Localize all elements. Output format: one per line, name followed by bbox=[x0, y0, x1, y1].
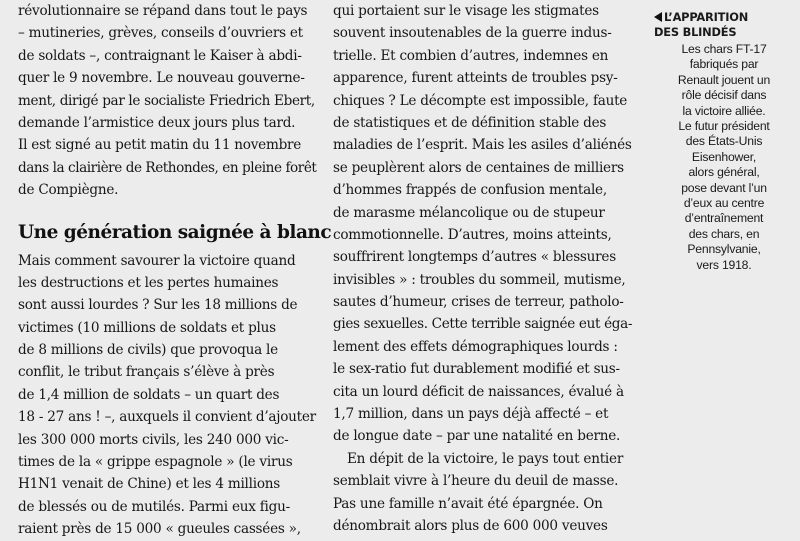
text-line: dénombrait alors plus de 600 000 veuves bbox=[333, 517, 608, 534]
caption-body bbox=[654, 42, 794, 273]
text-line: gies sexuelles. Cette terrible saignée eut éga- bbox=[333, 316, 633, 333]
text-line: commotionnelle. D’autres, moins atteints, bbox=[333, 226, 612, 243]
text-line: de statistiques et de définition stable des bbox=[333, 114, 607, 131]
section-subheading: Une génération saignée à blanc bbox=[18, 221, 332, 243]
caption-line: vers 1918. bbox=[696, 257, 752, 272]
text-line: Pas une famille n’avait été épargnée. On bbox=[333, 495, 603, 512]
caption-line: d’entraînement bbox=[684, 211, 764, 226]
text-line: demande l’armistice deux jours plus tard. bbox=[18, 114, 296, 131]
left-column bbox=[18, 0, 332, 541]
text-line: cita un lourd déficit de naissances, évalué à bbox=[333, 383, 624, 400]
text-line: le sex-ratio fut durablement modifié et sus- bbox=[333, 361, 620, 378]
text-line: apparence, furent atteints de troubles psy- bbox=[333, 70, 618, 87]
caption-line: Les chars FT-17 bbox=[681, 42, 767, 56]
text-line: times de la « grippe espagnole » (le virus bbox=[18, 454, 293, 471]
text-line: Il est signé au petit matin du 11 novembre bbox=[18, 137, 302, 154]
text-line: chiques ? Le décompte est impossible, faute bbox=[333, 92, 628, 109]
text-line: de Compiègne. bbox=[18, 182, 119, 199]
text-line: dans la clairière de Rethondes, en pleine forêt bbox=[18, 159, 317, 176]
text-line: les destructions et les pertes humaines bbox=[18, 274, 279, 291]
text-line: sont aussi lourdes ? Sur les 18 millions de bbox=[18, 297, 298, 314]
left-paragraph-bottom bbox=[18, 250, 318, 541]
caption-line: Eisenhower, bbox=[691, 149, 757, 164]
text-line: de soldats –, contraignant le Kaiser à abdi- bbox=[18, 47, 302, 64]
text-line: de 1,4 million de soldats – un quart des bbox=[18, 386, 280, 403]
text-line: se peuplèrent alors de centaines de milliers bbox=[333, 159, 624, 176]
text-line: invisibles » : troubles du sommeil, mutisme, bbox=[333, 271, 626, 288]
text-line: de marasme mélancolique ou de stupeur bbox=[333, 204, 605, 221]
caption-line: alors général, bbox=[688, 165, 760, 180]
caption-line: pose devant l’un bbox=[681, 180, 767, 195]
text-line: de 8 millions de civils) que provoqua le bbox=[18, 342, 278, 359]
text-line: semblait vivre à l’heure du deuil de masse. bbox=[333, 473, 619, 490]
text-line: Mais comment savourer la victoire quand bbox=[18, 252, 296, 269]
text-line: souvent insoutenables de la guerre indus- bbox=[333, 25, 612, 42]
text-line: ment, dirigé par le socialiste Friedrich Ebert, bbox=[18, 92, 315, 109]
text-line: maladies de l’esprit. Mais les asiles d’aliénés bbox=[333, 137, 632, 154]
text-line: qui portaient sur le visage les stigmates bbox=[333, 3, 599, 19]
text-line: sautes d’humeur, crises de terreur, patholo- bbox=[333, 294, 624, 311]
caption-title-line: L’APPARITION bbox=[664, 10, 749, 24]
text-line: souffrirent longtemps d’autres « blessures bbox=[333, 249, 616, 266]
text-line: d’hommes frappés de confusion mentale, bbox=[333, 182, 607, 199]
caption-line: Le futur président bbox=[678, 119, 770, 134]
caption-line: des chars, en bbox=[688, 226, 760, 241]
caption-line: rôle décisif dans bbox=[681, 88, 767, 103]
caption-line: la victoire alliée. bbox=[682, 103, 766, 118]
text-line: 1,7 million, dans un pays déjà affecté – et bbox=[333, 406, 609, 423]
caption-title-line: DES BLINDÉS bbox=[654, 25, 737, 39]
text-line: raient près de 15 000 « gueules cassées », bbox=[18, 521, 301, 538]
text-line: de blessés ou de mutilés. Parmi eux figu- bbox=[18, 498, 290, 515]
left-paragraph-top bbox=[18, 0, 318, 202]
triangle-left-icon bbox=[654, 12, 662, 22]
text-line: 18 - 27 ans ! –, auxquels il convient d’ajouter bbox=[18, 409, 316, 426]
photo-caption bbox=[654, 10, 794, 273]
text-line: conflit, le tribut français s’élève à près bbox=[18, 364, 275, 381]
text-line: lement des effets démographiques lourds : bbox=[333, 338, 618, 355]
caption-line: d’eux au centre bbox=[683, 196, 765, 211]
text-line: révolutionnaire se répand dans tout le pays bbox=[18, 3, 308, 19]
middle-paragraph-b bbox=[333, 448, 633, 538]
middle-paragraph-a bbox=[333, 0, 633, 448]
caption-line: Renault jouent un bbox=[677, 72, 771, 87]
caption-title bbox=[654, 10, 794, 25]
text-line: victimes (10 millions de soldats et plus bbox=[18, 319, 276, 336]
text-line: H1N1 venait de Chine) et les 4 millions bbox=[18, 476, 281, 493]
text-line: – mutineries, grèves, conseils d’ouvriers et bbox=[18, 25, 303, 42]
text-line: les 300 000 morts civils, les 240 000 vic- bbox=[18, 431, 289, 448]
text-line: trielle. Et combien d’autres, indemnes en bbox=[333, 47, 609, 64]
caption-line: fabriqués par bbox=[689, 57, 759, 72]
middle-column bbox=[333, 0, 633, 537]
text-line: de longue date – par une natalité en berne. bbox=[333, 428, 621, 445]
caption-line: des États-Unis bbox=[685, 134, 763, 149]
text-line: En dépit de la victoire, le pays tout entier bbox=[347, 450, 624, 467]
text-line: quer le 9 novembre. Le nouveau gouverne- bbox=[18, 70, 305, 87]
caption-line: Pennsylvanie, bbox=[687, 242, 761, 257]
